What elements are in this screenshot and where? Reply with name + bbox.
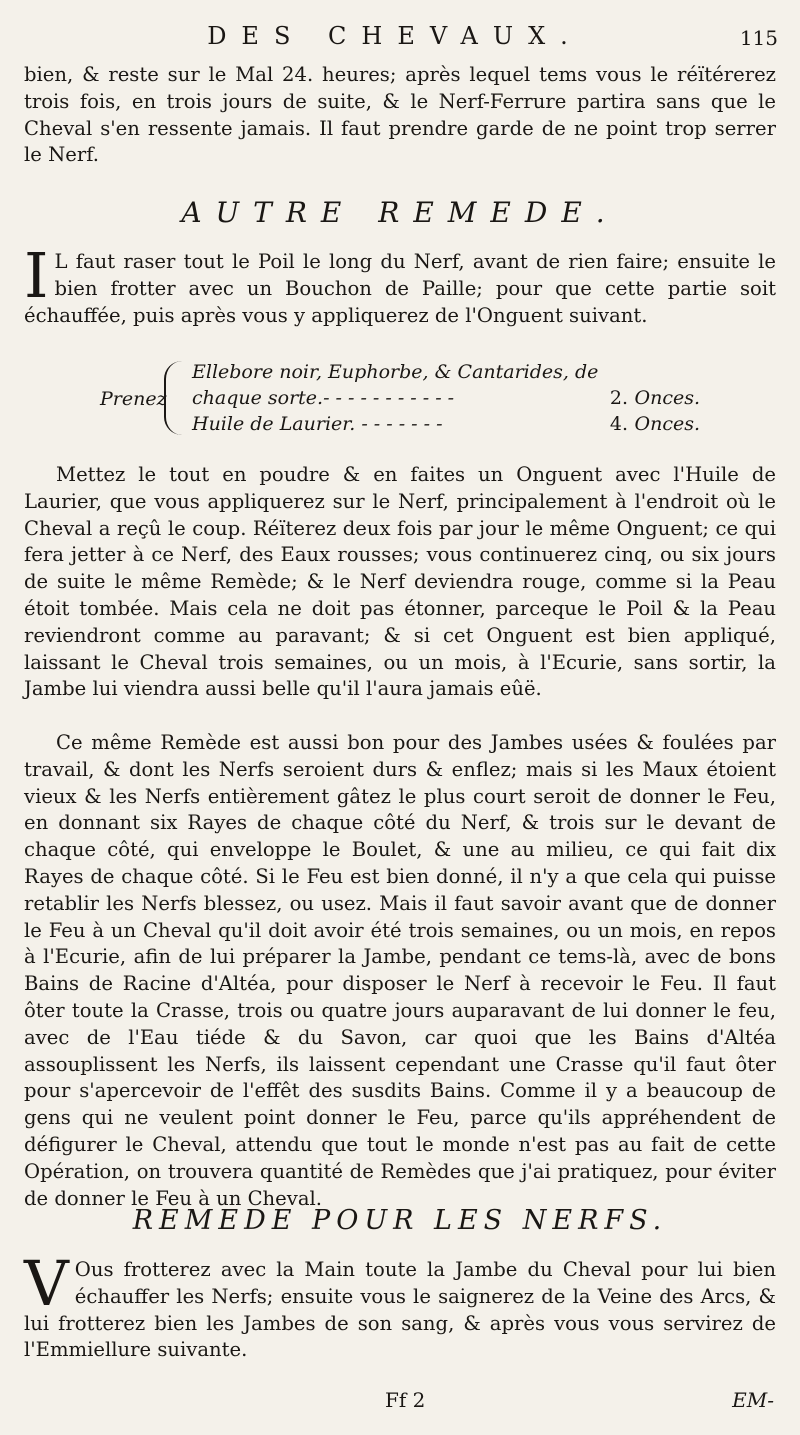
curly-brace [164, 361, 182, 435]
ingredient-quantity: 2. [609, 387, 628, 409]
ingredient-text: chaque sorte.- - - - - - - - - - - [192, 387, 455, 409]
ingredient-line [192, 411, 700, 437]
recipe-prescription [100, 359, 700, 443]
ingredient-text: Ellebore noir, Euphorbe, & Cantarides, de [192, 361, 599, 383]
recipe-verb: Prenez [100, 388, 167, 410]
drop-cap: V [24, 1247, 69, 1320]
paragraph-raser-poil [24, 239, 776, 329]
signature-mark: Ff 2 [385, 1388, 426, 1412]
paragraph-onguent: Mettez le tout en poudre & en faites un Onguent avec l'Huile de Laurier, que vous appliquerez sur le Nerf, principalement à l'endroit où le Cheval a reçû le coup. Réïterez deux fois par jour le même Onguent; ce qui fera jetter à ce Nerf, des Eaux rousses; vous continuerez cinq, ou six jours de suite le même Remède; & le Nerf deviendra rouge, comme si la Peau étoit tombée. Mais cela ne doit pas étonner, parceque le Poil & la Peau reviendront comme au paravant; & si cet Onguent est bien appliqué, laissant le Cheval trois semaines, ou un mois, à l'Ecurie, sans sortir, la Jambe lui viendra aussi belle qu'il l'aura jamais eûë. [24, 463, 776, 701]
running-title: DES CHEVAUX. [207, 22, 583, 50]
page-number: 115 [739, 26, 778, 50]
paragraph-continuation: bien, & reste sur le Mal 24. heures; après lequel tems vous le réïtérerez trois fois, en trois jours de suite, & le Nerf-Ferrure partira sans que le Cheval s'en ressente jamais. Il faut prendre garde de ne point trop serrer le Nerf. [24, 63, 776, 167]
running-head [0, 22, 800, 52]
drop-cap: I [24, 239, 49, 312]
ingredient-quantity: 4. [609, 413, 628, 435]
ingredient-unit: Onces. [634, 387, 700, 409]
paragraph-feu: Ce même Remède est aussi bon pour des Jambes usées & foulées par travail, & dont les Nerfs seroient durs & enflez; mais si les Maux étoient vieux & les Nerfs entièrement gâtez le plus court seroit de donner le Feu, en donnant six Rayes de chaque côté du Nerf, & trois sur le devant de chaque côté, qui enveloppe le Boulet, & une au milieu, ce qui fait dix Rayes de chaque côté. Si le Feu est bien donné, il n'y a que cela qui puisse retablir les Nerfs blessez, ou usez. Mais il faut savoir avant que de donner le Feu à un Cheval qu'il doit avoir été trois semaines, ou un mois, en repos à l'Ecurie, afin de lui préparer la Jambe, pendant ce tems-là, avec de bons Bains de Racine d'Altéa, pour disposer le Nerf à recevoir le Feu. Il faut ôter toute la Crasse, trois ou quatre jours auparavant de lui donner le feu, avec de l'Eau tiéde & du Savon, car quoi que les Bains d'Altéa assouplissent les Nerfs, ils laissent cependant une Crasse qu'il faut ôter pour s'apercevoir de l'effêt des susdits Bains. Comme il y a beaucoup de gens qui ne veulent point donner le Feu, parce qu'ils appréhendent de défigurer le Cheval, attendu que tout le monde n'est pas au fait de cette Opération, on trouvera quantité de Remèdes que j'ai pratiquez, pour éviter de donner le Feu à un Cheval. [24, 731, 776, 1210]
ingredient-line [192, 385, 700, 411]
ingredient-line [192, 359, 700, 385]
paragraph-text: L faut raser tout le Poil le long du Nerf, avant de rien faire; ensuite le bien frotter avec un Bouchon de Paille; pour que cette partie soit échauffée, puis après vous y appliquerez de l'Onguent suivant. [24, 250, 776, 327]
page-footer [0, 1388, 800, 1418]
catchword: EM- [732, 1388, 774, 1412]
recipe-ingredients [192, 359, 700, 437]
heading-remede-nerfs: REMEDE POUR LES NERFS. [132, 1205, 668, 1236]
paragraph-text: Ous frotterez avec la Main toute la Jambe du Cheval pour lui bien échauffer les Nerfs; ensuite vous le saignerez de la Veine des Arcs, & lui frotterez bien les Jambes de son sang, & après vous vous servirez de l'Emmiellure suivante. [24, 1258, 776, 1362]
ingredient-text: Huile de Laurier. - - - - - - - [192, 413, 443, 435]
ingredient-unit: Onces. [634, 413, 700, 435]
paragraph-frotterez [24, 1247, 776, 1364]
heading-autre-remede: AUTRE REMEDE. [181, 196, 619, 229]
